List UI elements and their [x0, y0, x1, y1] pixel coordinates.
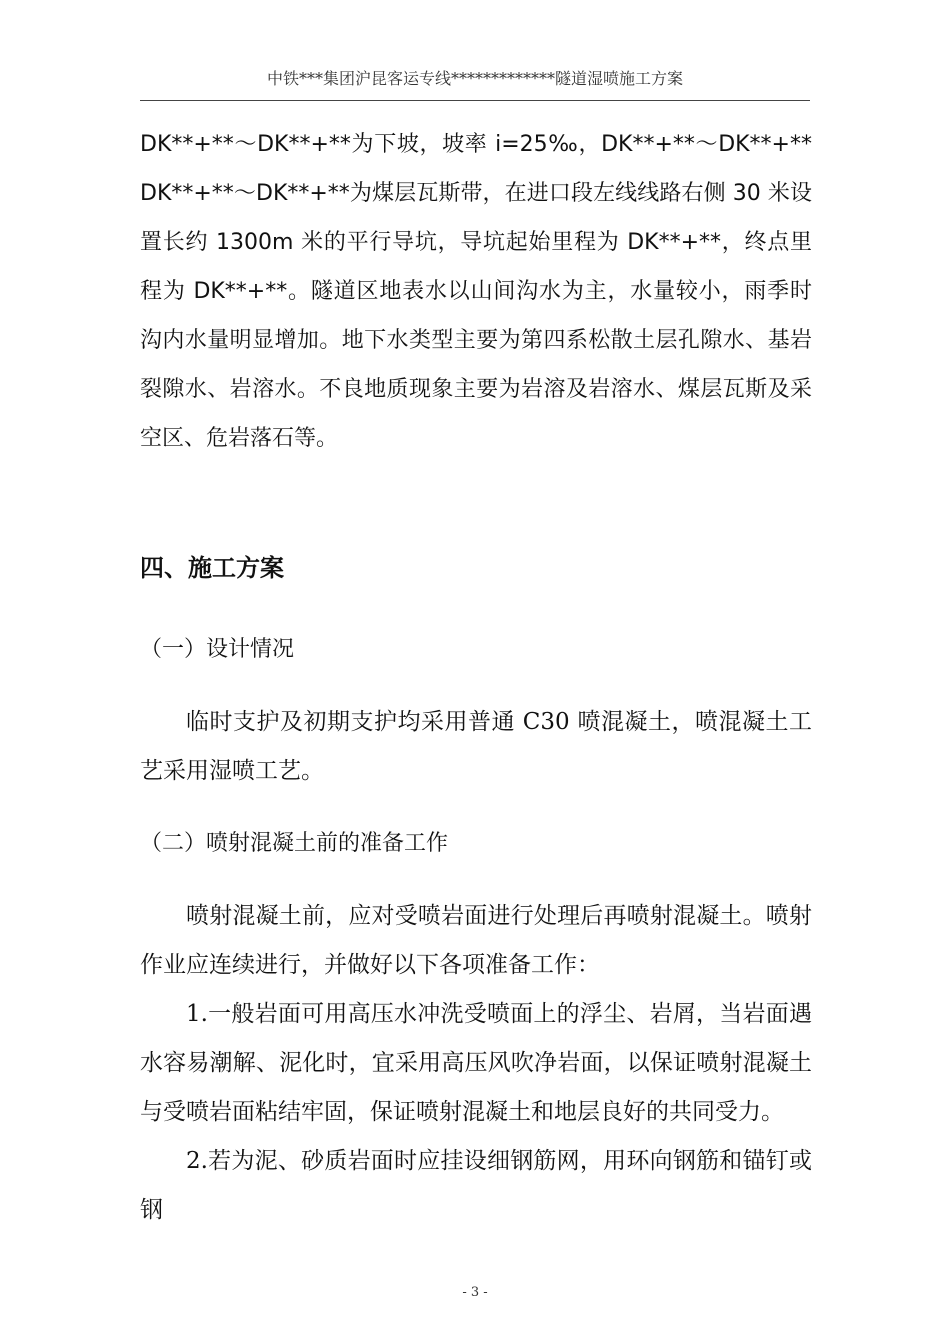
design-paragraph-block — [140, 698, 812, 796]
geology-paragraph: DK**+**～DK**+**为下坡，坡率 i=25‰，DK**+**～DK**+**DK**+**～DK**+**为煤层瓦斯带，在进口段左线线路右侧 30 米设置长约 1300m 米的平行导坑，导坑起始里程为 DK**+**，终点里程为 DK**+**。隧道区地表水以山间沟水为主，水量较小，雨季时沟内水量明显增加。地下水类型主要为第四系松散土层孔隙水、基岩裂隙水、岩溶水。不良地质现象主要为岩溶及岩溶水、煤层瓦斯及采空区、危岩落石等。 — [140, 132, 812, 451]
subheading-design: （一）设计情况 — [140, 637, 295, 662]
preparation-intro-paragraph: 喷射混凝土前，应对受喷岩面进行处理后再喷射混凝土。喷射作业应连续进行，并做好以下各项准备工作： — [140, 903, 812, 978]
subheading-preparation: （二）喷射混凝土前的准备工作 — [140, 831, 449, 856]
running-header: 中铁***集团沪昆客运专线*************隧道湿喷施工方案 — [266, 69, 683, 88]
preparation-paragraph-block — [140, 892, 812, 1235]
list-item-2: 2.若为泥、砂质岩面时应挂设细钢筋网，用环向钢筋和锚钉或钢 — [140, 1148, 812, 1223]
page-number: - 3 - — [462, 1285, 488, 1300]
design-paragraph: 临时支护及初期支护均采用普通 C30 喷混凝土，喷混凝土工艺采用湿喷工艺。 — [140, 709, 812, 784]
geology-paragraph-block — [140, 120, 812, 463]
header-rule — [140, 100, 810, 101]
list-item-1: 1.一般岩面可用高压水冲洗受喷面上的浮尘、岩屑，当岩面遇水容易潮解、泥化时，宜采用高压风吹净岩面，以保证喷射混凝土与受喷岩面粘结牢固，保证喷射混凝土和地层良好的共同受力。 — [140, 1001, 812, 1125]
section-heading-construction-plan: 四、施工方案 — [140, 554, 284, 582]
